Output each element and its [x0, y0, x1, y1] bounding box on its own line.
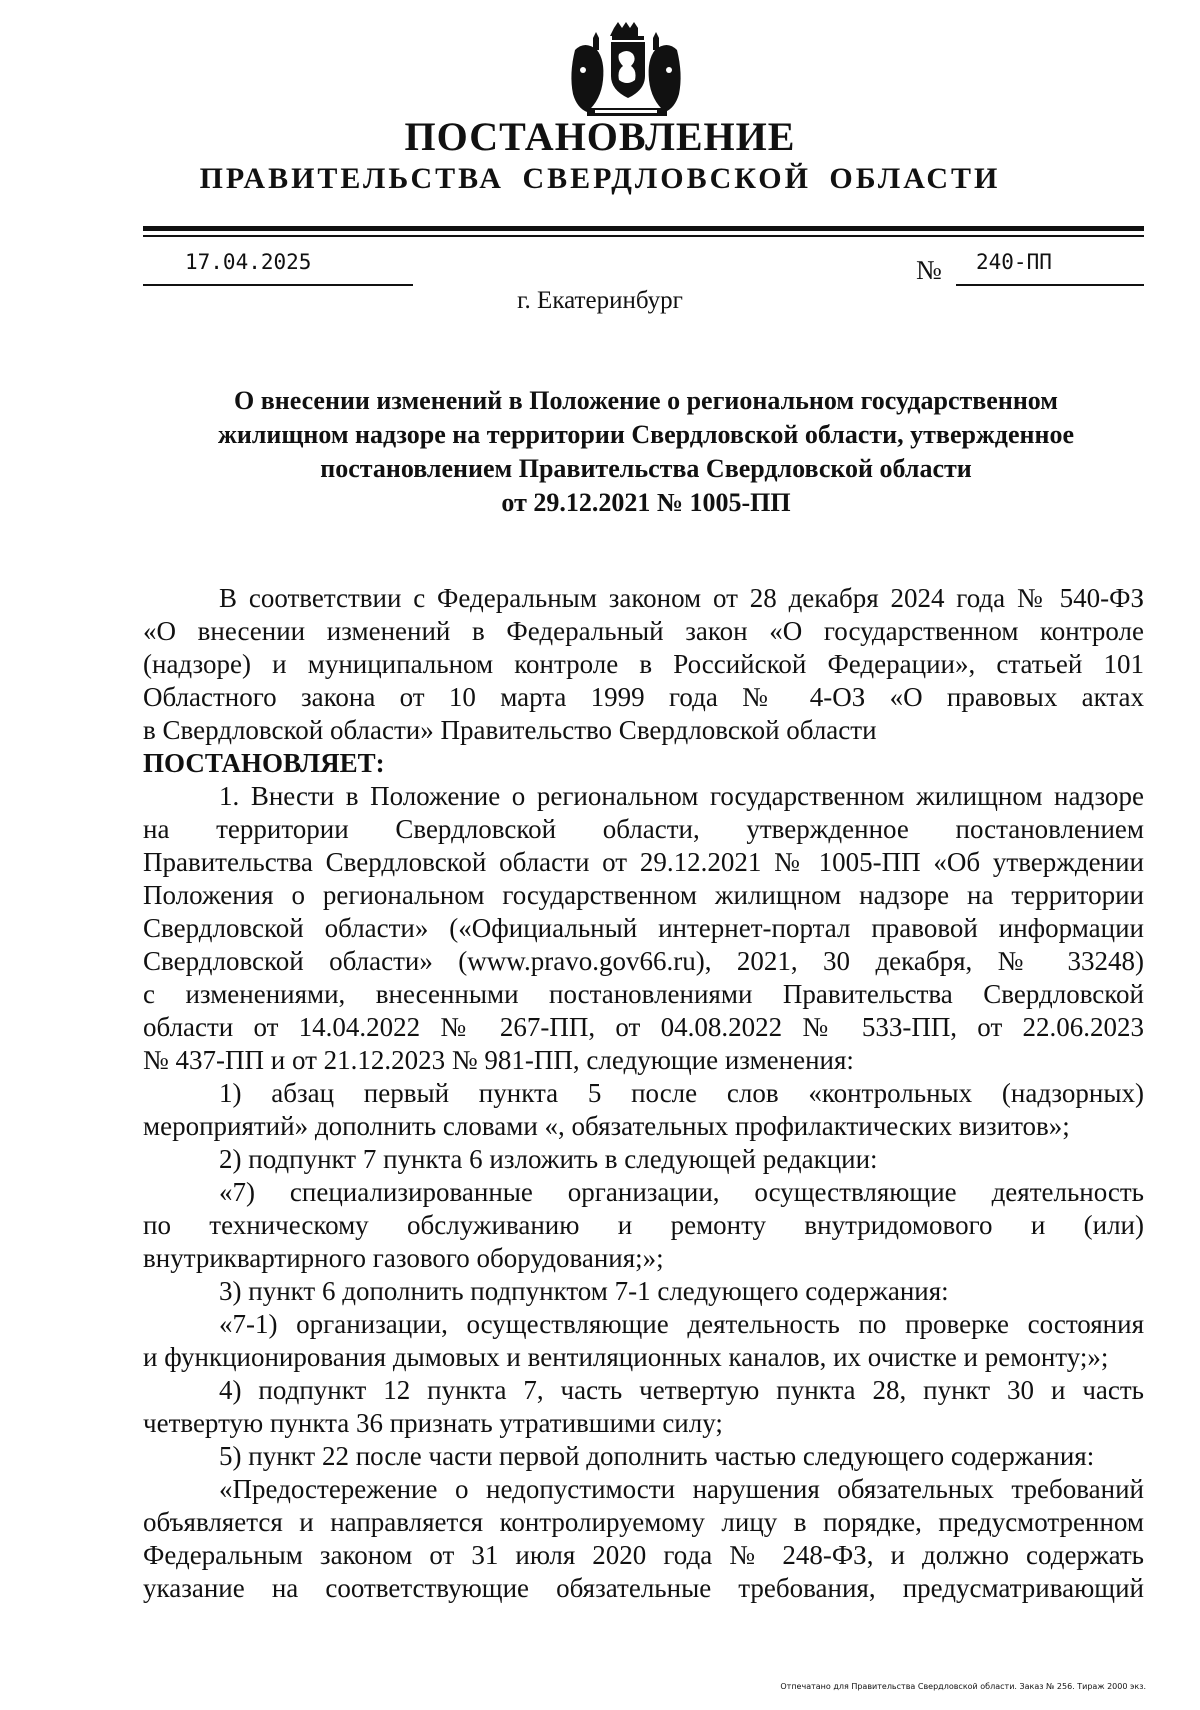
body-line: Федеральным законом от 31 июля 2020 года № 248-ФЗ, и должно содержать [143, 1540, 1144, 1570]
body-line: «О внесении изменений в Федеральный закон «О государственном контроле [143, 616, 1144, 646]
document-body [143, 582, 1144, 1605]
body-line: и функционирования дымовых и вентиляционных каналов, их очистке и ремонту;»; [143, 1342, 1109, 1372]
issuing-authority: ПРАВИТЕЛЬСТВА СВЕРДЛОВСКОЙ ОБЛАСТИ [199, 162, 1001, 195]
coat-of-arms-icon [567, 20, 685, 120]
document-number: 240-ПП [976, 250, 1052, 274]
heading-line: от 29.12.2021 № 1005-ПП [501, 488, 791, 517]
body-line: Правительства Свердловской области от 29.12.2021 № 1005-ПП «Об утверждении [143, 847, 1144, 877]
body-line: Областного закона от 10 марта 1999 года № 4-ОЗ «О правовых актах [143, 682, 1144, 712]
heading-line: постановлением Правительства Свердловской области [320, 454, 972, 483]
body-line: «7-1) организации, осуществляющие деятельность по проверке состояния [219, 1309, 1144, 1339]
resolves-word: ПОСТАНОВЛЯЕТ: [143, 748, 385, 778]
body-line: на территории Свердловской области, утвержденное постановлением [143, 814, 1144, 844]
document-heading [150, 384, 1142, 520]
body-line: В соответствии с Федеральным законом от 28 декабря 2024 года № 540-ФЗ [219, 583, 1144, 613]
heading-line: жилищном надзоре на территории Свердловской области, утвержденное [217, 420, 1074, 449]
body-line: «Предостережение о недопустимости нарушения обязательных требований [219, 1474, 1144, 1504]
body-line: (надзоре) и муниципальном контроле в Российской Федерации», статьей 101 [143, 649, 1144, 679]
body-line: «7) специализированные организации, осуществляющие деятельность [219, 1177, 1144, 1207]
body-line: четвертую пункта 36 признать утратившими силу; [143, 1408, 723, 1438]
body-line: с изменениями, внесенными постановлениями Правительства Свердловской [143, 979, 1144, 1009]
number-field [956, 250, 1144, 286]
body-line: внутриквартирного газового оборудования;»; [143, 1243, 664, 1273]
body-line: 5) пункт 22 после части первой дополнить частью следующего содержания: [219, 1441, 1095, 1471]
body-line: Свердловской области» («Официальный интернет-портал правовой информации [143, 913, 1144, 943]
body-line: объявляется и направляется контролируемому лицу в порядке, предусмотренном [143, 1507, 1144, 1537]
body-line: № 437-ПП и от 21.12.2023 № 981-ПП, следующие изменения: [143, 1045, 854, 1075]
body-line: Положения о региональном государственном жилищном надзоре на территории [143, 880, 1144, 910]
document-date: 17.04.2025 [185, 250, 312, 274]
date-field [143, 250, 413, 286]
body-line: 1) абзац первый пункта 5 после слов «контрольных (надзорных) [219, 1078, 1144, 1108]
document-type-title: ПОСТАНОВЛЕНИЕ [404, 114, 796, 159]
body-line: по техническому обслуживанию и ремонту внутридомового и (или) [143, 1210, 1144, 1240]
body-line: мероприятий» дополнить словами «, обязательных профилактических визитов»; [143, 1111, 1070, 1141]
body-line: Свердловской области» (www.pravo.gov66.ru), 2021, 30 декабря, № 33248) [143, 946, 1144, 976]
body-line: указание на соответствующие обязательные требования, предусматривающий [143, 1573, 1144, 1603]
body-line: 3) пункт 6 дополнить подпунктом 7-1 следующего содержания: [219, 1276, 949, 1306]
document-city: г. Екатеринбург [517, 287, 683, 314]
body-line: в Свердловской области» Правительство Свердловской области [143, 715, 877, 745]
body-line: области от 14.04.2022 № 267-ПП, от 04.08.2022 № 533-ПП, от 22.06.2023 [143, 1012, 1144, 1042]
header-rule-thin [143, 235, 1144, 237]
heading-line: О внесении изменений в Положение о региональном государственном [233, 386, 1059, 415]
body-line: 4) подпункт 12 пункта 7, часть четвертую пункта 28, пункт 30 и часть [219, 1375, 1144, 1405]
number-label: № [916, 255, 942, 285]
print-note: Отпечатано для Правительства Свердловской области. Заказ № 256. Тираж 2000 экз. [780, 1682, 1146, 1691]
body-line: 1. Внести в Положение о региональном государственном жилищном надзоре [219, 781, 1144, 811]
body-line: 2) подпункт 7 пункта 6 изложить в следующей редакции: [219, 1144, 878, 1174]
header-rule-thick [143, 226, 1144, 231]
